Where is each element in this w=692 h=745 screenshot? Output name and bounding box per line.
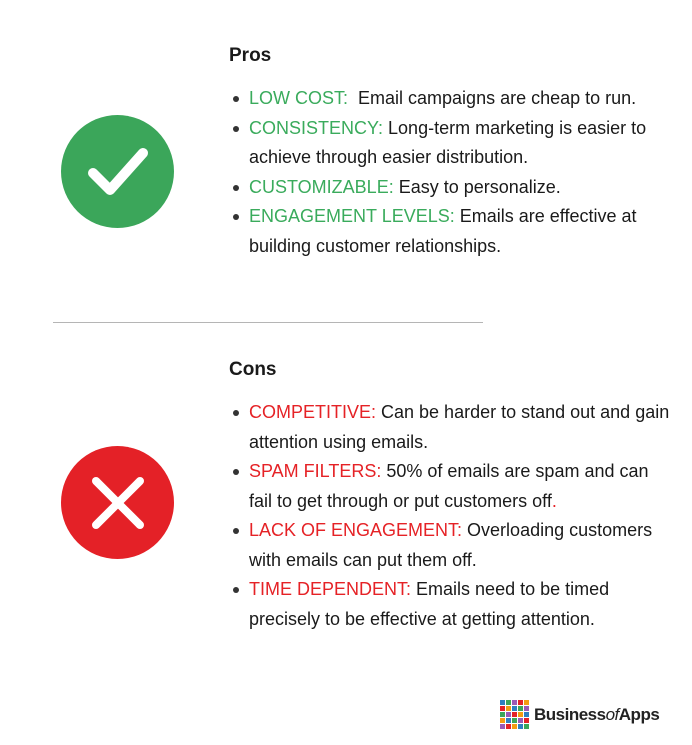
pro-label: CUSTOMIZABLE:	[249, 176, 394, 197]
checkmark-icon	[83, 137, 153, 207]
cross-icon	[88, 473, 148, 533]
pro-text: Long-term marketing is easier to achieve through easier distribution.	[249, 117, 647, 167]
brand-logo	[500, 700, 659, 729]
con-label: LACK OF ENGAGEMENT:	[249, 520, 463, 540]
list-item	[231, 84, 671, 114]
cons-list	[231, 398, 671, 634]
pro-label: CONSISTENCY:	[249, 117, 384, 138]
list-item	[231, 575, 671, 634]
con-text: Overloading customers with emails can put them off.	[249, 520, 653, 570]
pro-text: Emails are effective at building customer relationships.	[249, 206, 637, 256]
pro-text: Email campaigns are cheap to run.	[348, 88, 637, 108]
con-label: TIME DEPENDENT:	[249, 579, 412, 599]
con-period: .	[551, 490, 557, 511]
pros-list	[231, 84, 671, 261]
logo-grid-icon	[500, 700, 529, 729]
list-item	[231, 173, 671, 203]
cons-title: Cons	[229, 359, 277, 380]
list-item	[231, 516, 671, 575]
con-text: Can be harder to stand out and gain attention using emails.	[249, 402, 670, 452]
list-item	[231, 398, 671, 457]
pros-title: Pros	[229, 45, 272, 66]
list-item	[231, 202, 671, 261]
con-label: COMPETITIVE:	[249, 402, 377, 422]
list-item	[231, 114, 671, 173]
con-text: 50% of emails are spam and can fail to get through or put customers off	[249, 461, 649, 511]
pro-text: Easy to personalize.	[393, 176, 561, 197]
brand-name: BusinessofApps	[534, 704, 660, 724]
pro-label: LOW COST:	[249, 88, 349, 108]
pros-badge	[61, 115, 174, 228]
pro-label: ENGAGEMENT LEVELS:	[249, 206, 455, 226]
con-text: Emails need to be timed precisely to be effective at getting attention.	[249, 579, 610, 629]
section-divider	[53, 322, 483, 323]
list-item	[231, 457, 671, 516]
cons-badge	[61, 446, 174, 559]
con-label: SPAM FILTERS:	[249, 461, 382, 481]
